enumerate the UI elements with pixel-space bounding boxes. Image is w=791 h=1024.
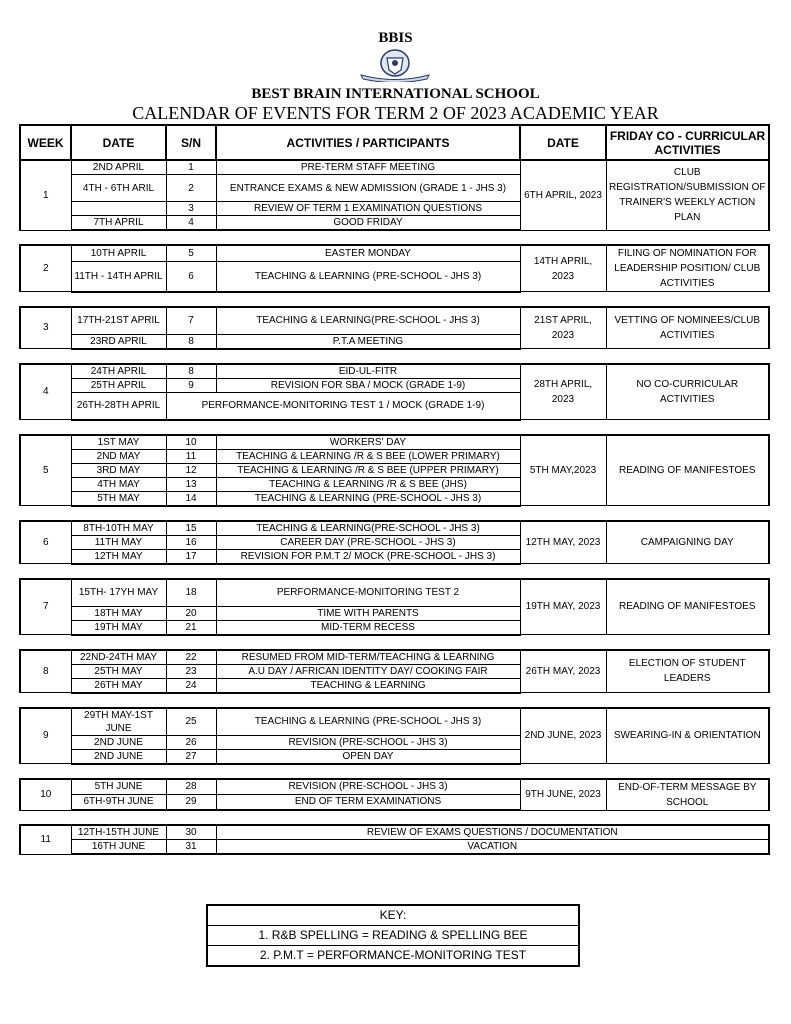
week-number: 7 xyxy=(20,579,71,635)
event-activity: PERFORMANCE-MONITORING TEST 2 xyxy=(216,579,520,607)
table-row xyxy=(20,708,769,736)
table-row xyxy=(20,579,769,607)
school-abbreviation: BBIS xyxy=(378,30,413,46)
event-activity: TEACHING & LEARNING /R & S BEE (LOWER PRIMARY) xyxy=(216,449,520,463)
week-number: 3 xyxy=(20,307,71,349)
friday-date: 5TH MAY,2023 xyxy=(520,435,606,506)
event-sn: 27 xyxy=(166,749,216,764)
event-sn: 14 xyxy=(166,491,216,506)
event-activity: PERFORMANCE-MONITORING TEST 1 / MOCK (GRADE 1-9) xyxy=(166,392,520,420)
event-activity: REVISION (PRE-SCHOOL - JHS 3) xyxy=(216,779,520,795)
event-activity: MID-TERM RECESS xyxy=(216,620,520,635)
friday-date: 14TH APRIL, 2023 xyxy=(520,245,606,292)
event-activity: CAREER DAY (PRE-SCHOOL - JHS 3) xyxy=(216,535,520,549)
spacer-cell xyxy=(20,506,769,521)
event-date: 7TH APRIL xyxy=(71,216,166,231)
week-number: 11 xyxy=(20,825,71,854)
event-date: 22ND-24TH MAY xyxy=(71,650,166,665)
event-sn: 15 xyxy=(166,521,216,536)
table-row xyxy=(20,364,769,379)
event-sn: 8 xyxy=(166,334,216,349)
table-row xyxy=(20,160,769,175)
friday-activity: NO CO-CURRICULAR ACTIVITIES xyxy=(606,364,769,420)
event-sn: 24 xyxy=(166,678,216,693)
week-spacer xyxy=(20,506,769,521)
event-date: 15TH- 17YH MAY xyxy=(71,579,166,607)
week-number: 8 xyxy=(20,650,71,693)
event-activity: REVIEW OF EXAMS QUESTIONS / DOCUMENTATION xyxy=(216,825,769,840)
col-header-sn: S/N xyxy=(166,125,216,160)
spacer-cell xyxy=(20,693,769,708)
spacer-cell xyxy=(20,292,769,307)
event-activity: REVISION FOR SBA / MOCK (GRADE 1-9) xyxy=(216,378,520,392)
week-spacer xyxy=(20,230,769,245)
event-sn: 4 xyxy=(166,216,216,231)
event-sn: 11 xyxy=(166,449,216,463)
table-row xyxy=(20,650,769,665)
event-activity: EASTER MONDAY xyxy=(216,245,520,261)
event-sn: 10 xyxy=(166,435,216,450)
table-row xyxy=(20,840,769,855)
event-sn: 1 xyxy=(166,160,216,175)
friday-date: 21ST APRIL, 2023 xyxy=(520,307,606,349)
event-date: 11TH MAY xyxy=(71,535,166,549)
event-sn: 2 xyxy=(166,175,216,202)
table-row xyxy=(20,825,769,840)
event-date: 1ST MAY xyxy=(71,435,166,450)
table-row xyxy=(20,521,769,536)
week-spacer xyxy=(20,810,769,825)
week-number: 10 xyxy=(20,779,71,811)
col-header-week: WEEK xyxy=(20,125,71,160)
event-activity: GOOD FRIDAY xyxy=(216,216,520,231)
event-sn: 21 xyxy=(166,620,216,635)
calendar-title: CALENDAR OF EVENTS FOR TERM 2 OF 2023 ACADEMIC YEAR xyxy=(132,103,659,123)
week-spacer xyxy=(20,420,769,435)
event-sn: 5 xyxy=(166,245,216,261)
friday-date: 26TH MAY, 2023 xyxy=(520,650,606,693)
friday-activity: CLUB REGISTRATION/SUBMISSION OF TRAINER'S WEEKLY ACTION PLAN xyxy=(606,160,769,230)
spacer-cell xyxy=(20,349,769,364)
friday-activity: END-OF-TERM MESSAGE BY SCHOOL xyxy=(606,779,769,811)
event-sn: 26 xyxy=(166,735,216,749)
event-date: 25TH APRIL xyxy=(71,378,166,392)
event-sn: 17 xyxy=(166,549,216,564)
event-date: 4TH MAY xyxy=(71,477,166,491)
events-calendar-table xyxy=(19,124,768,855)
event-date: 17TH-21ST APRIL xyxy=(71,307,166,335)
spacer-cell xyxy=(20,564,769,579)
event-activity: TIME WITH PARENTS xyxy=(216,606,520,620)
week-number: 9 xyxy=(20,708,71,764)
school-crest-logo xyxy=(357,48,433,82)
event-activity: OPEN DAY xyxy=(216,749,520,764)
table-row xyxy=(20,779,769,795)
event-sn: 30 xyxy=(166,825,216,840)
event-sn: 29 xyxy=(166,794,216,810)
event-activity: WORKERS' DAY xyxy=(216,435,520,450)
event-date: 16TH JUNE xyxy=(71,840,166,855)
key-box xyxy=(206,904,580,967)
event-date: 2ND APRIL xyxy=(71,160,166,175)
event-date: 19TH MAY xyxy=(71,620,166,635)
event-date: 24TH APRIL xyxy=(71,364,166,379)
friday-activity: FILING OF NOMINATION FOR LEADERSHIP POSITION/ CLUB ACTIVITIES xyxy=(606,245,769,292)
event-activity: PRE-TERM STAFF MEETING xyxy=(216,160,520,175)
event-activity: P.T.A MEETING xyxy=(216,334,520,349)
event-date: 11TH - 14TH APRIL xyxy=(71,261,166,291)
event-sn: 9 xyxy=(166,378,216,392)
spacer-cell xyxy=(20,420,769,435)
event-date: 10TH APRIL xyxy=(71,245,166,261)
week-spacer xyxy=(20,564,769,579)
event-activity: EID-UL-FITR xyxy=(216,364,520,379)
school-name: BEST BRAIN INTERNATIONAL SCHOOL xyxy=(251,86,540,102)
friday-date: 6TH APRIL, 2023 xyxy=(520,160,606,230)
friday-activity: READING OF MANIFESTOES xyxy=(606,579,769,635)
event-date: 23RD APRIL xyxy=(71,334,166,349)
event-sn: 22 xyxy=(166,650,216,665)
week-number: 2 xyxy=(20,245,71,292)
col-header-activities: ACTIVITIES / PARTICIPANTS xyxy=(216,125,520,160)
week-number: 5 xyxy=(20,435,71,506)
event-activity: VACATION xyxy=(216,840,769,855)
week-spacer xyxy=(20,292,769,307)
event-date xyxy=(71,202,166,216)
event-activity: A.U DAY / AFRICAN IDENTITY DAY/ COOKING FAIR xyxy=(216,664,520,678)
event-date: 8TH-10TH MAY xyxy=(71,521,166,536)
event-date: 5TH MAY xyxy=(71,491,166,506)
event-date: 26TH MAY xyxy=(71,678,166,693)
week-spacer xyxy=(20,693,769,708)
col-header-friday-date: DATE xyxy=(520,125,606,160)
event-sn: 28 xyxy=(166,779,216,795)
event-date: 25TH MAY xyxy=(71,664,166,678)
event-date: 12TH-15TH JUNE xyxy=(71,825,166,840)
event-date: 29TH MAY-1ST JUNE xyxy=(71,708,166,736)
table-row xyxy=(20,435,769,450)
spacer-cell xyxy=(20,635,769,650)
friday-activity: SWEARING-IN & ORIENTATION xyxy=(606,708,769,764)
event-activity: REVIEW OF TERM 1 EXAMINATION QUESTIONS xyxy=(216,202,520,216)
event-sn: 12 xyxy=(166,463,216,477)
week-number: 1 xyxy=(20,160,71,230)
friday-activity: READING OF MANIFESTOES xyxy=(606,435,769,506)
friday-date: 2ND JUNE, 2023 xyxy=(520,708,606,764)
friday-activity: ELECTION OF STUDENT LEADERS xyxy=(606,650,769,693)
spacer-cell xyxy=(20,764,769,779)
event-activity: TEACHING & LEARNING /R & S BEE (UPPER PRIMARY) xyxy=(216,463,520,477)
friday-activity: VETTING OF NOMINEES/CLUB ACTIVITIES xyxy=(606,307,769,349)
event-sn: 25 xyxy=(166,708,216,736)
friday-date: 12TH MAY, 2023 xyxy=(520,521,606,564)
event-activity: TEACHING & LEARNING (PRE-SCHOOL - JHS 3) xyxy=(216,491,520,506)
week-spacer xyxy=(20,349,769,364)
week-number: 6 xyxy=(20,521,71,564)
event-sn: 20 xyxy=(166,606,216,620)
event-sn: 3 xyxy=(166,202,216,216)
spacer-cell xyxy=(20,230,769,245)
key-item: 1. R&B SPELLING = READING & SPELLING BEE xyxy=(208,925,578,945)
event-activity: REVISION (PRE-SCHOOL - JHS 3) xyxy=(216,735,520,749)
event-date: 3RD MAY xyxy=(71,463,166,477)
event-date: 26TH-28TH APRIL xyxy=(71,392,166,420)
col-header-date: DATE xyxy=(71,125,166,160)
event-sn: 8 xyxy=(166,364,216,379)
event-sn: 7 xyxy=(166,307,216,335)
event-date: 6TH-9TH JUNE xyxy=(71,794,166,810)
spacer-cell xyxy=(20,810,769,825)
friday-date: 28TH APRIL, 2023 xyxy=(520,364,606,420)
friday-date: 9TH JUNE, 2023 xyxy=(520,779,606,811)
event-activity: END OF TERM EXAMINATIONS xyxy=(216,794,520,810)
event-activity: TEACHING & LEARNING(PRE-SCHOOL - JHS 3) xyxy=(216,521,520,536)
col-header-friday-activities: FRIDAY CO - CURRICULAR ACTIVITIES xyxy=(606,125,769,160)
event-activity: TEACHING & LEARNING xyxy=(216,678,520,693)
table-row xyxy=(20,245,769,261)
event-date: 2ND JUNE xyxy=(71,749,166,764)
event-activity: TEACHING & LEARNING(PRE-SCHOOL - JHS 3) xyxy=(216,307,520,335)
event-date: 18TH MAY xyxy=(71,606,166,620)
event-date: 5TH JUNE xyxy=(71,779,166,795)
week-spacer xyxy=(20,635,769,650)
event-sn: 31 xyxy=(166,840,216,855)
event-sn: 18 xyxy=(166,579,216,607)
event-sn: 16 xyxy=(166,535,216,549)
event-date: 2ND JUNE xyxy=(71,735,166,749)
event-sn: 23 xyxy=(166,664,216,678)
event-activity: TEACHING & LEARNING (PRE-SCHOOL - JHS 3) xyxy=(216,261,520,291)
key-item: 2. P.M.T = PERFORMANCE-MONITORING TEST xyxy=(208,945,578,965)
friday-activity: CAMPAIGNING DAY xyxy=(606,521,769,564)
event-activity: TEACHING & LEARNING /R & S BEE (JHS) xyxy=(216,477,520,491)
event-activity: RESUMED FROM MID-TERM/TEACHING & LEARNING xyxy=(216,650,520,665)
key-title: KEY: xyxy=(379,908,407,922)
event-sn: 6 xyxy=(166,261,216,291)
table-row xyxy=(20,307,769,335)
event-activity: TEACHING & LEARNING (PRE-SCHOOL - JHS 3) xyxy=(216,708,520,736)
event-activity: ENTRANCE EXAMS & NEW ADMISSION (GRADE 1 - JHS 3) xyxy=(216,175,520,202)
week-number: 4 xyxy=(20,364,71,420)
event-date: 4TH - 6TH ARIL xyxy=(71,175,166,202)
event-date: 2ND MAY xyxy=(71,449,166,463)
event-date: 12TH MAY xyxy=(71,549,166,564)
week-spacer xyxy=(20,764,769,779)
event-activity: REVISION FOR P.M.T 2/ MOCK (PRE-SCHOOL - JHS 3) xyxy=(216,549,520,564)
event-sn: 13 xyxy=(166,477,216,491)
friday-date: 19TH MAY, 2023 xyxy=(520,579,606,635)
